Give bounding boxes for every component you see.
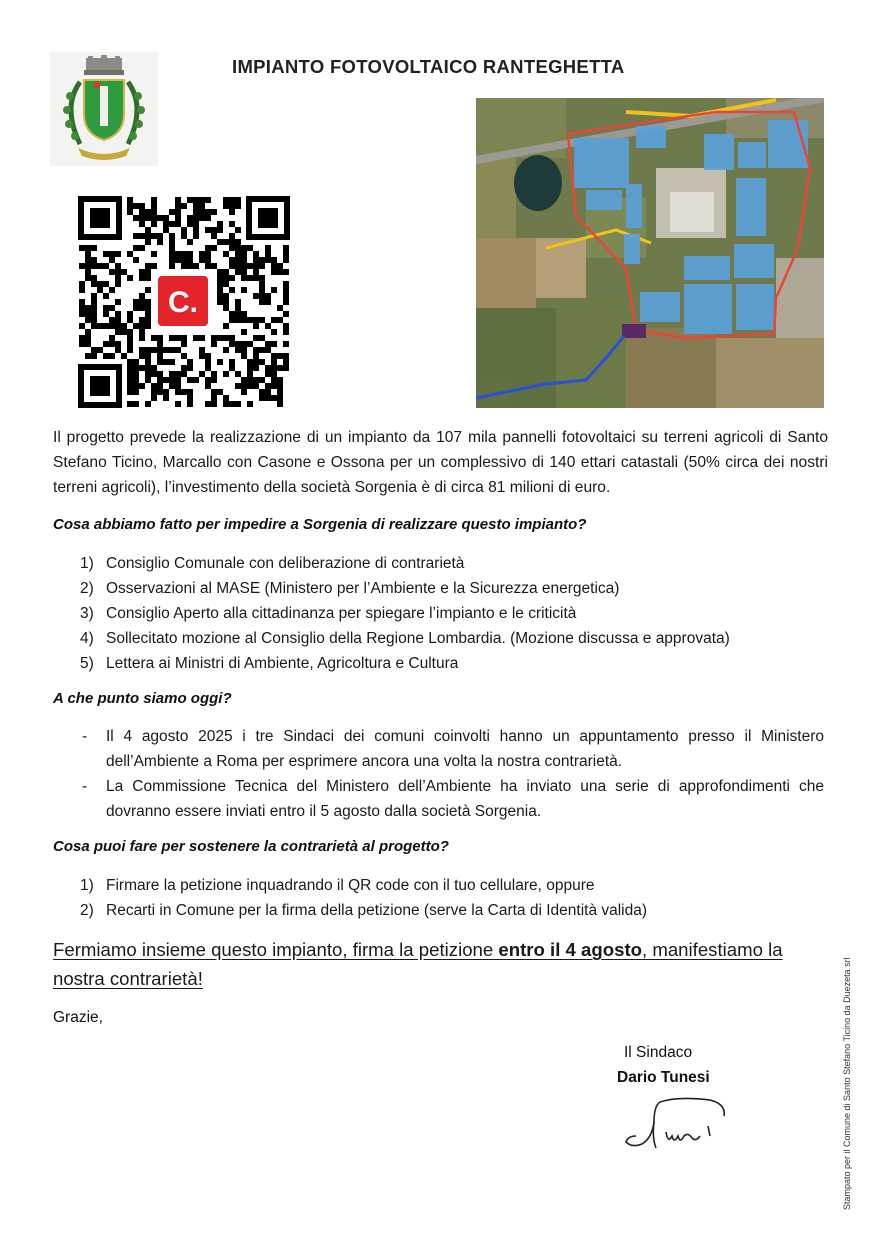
section-question-2: A che punto siamo oggi? xyxy=(53,690,232,707)
list-item: 5) Lettera ai Ministri di Ambiente, Agricoltura e Cultura xyxy=(80,655,459,672)
list-item: 4) Sollecitato mozione al Consiglio della Regione Lombardia. (Mozione discussa e approvata) xyxy=(80,630,730,647)
call-to-action: Fermiamo insieme questo impianto, firma la petizione entro il 4 agosto, manifestiamo la nostra contrarietà! xyxy=(53,939,783,989)
status-list xyxy=(53,724,828,824)
list-item: - La Commissione Tecnica del Ministero dell’Ambiente ha inviato una serie di approfondimenti che dovranno essere inviati entro il 5 agosto dalla società Sorgenia. xyxy=(82,778,824,820)
list-item: 2) Recarti in Comune per la firma della petizione (serve la Carta di Identità valida) xyxy=(80,902,648,919)
list-item: 2) Osservazioni al MASE (Ministero per l’Ambiente e la Sicurezza energetica) xyxy=(80,580,620,597)
list-item: - Il 4 agosto 2025 i tre Sindaci dei comuni coinvolti hanno un appuntamento presso il Ministero dell’Ambiente a Roma per esprimere ancora una volta la nostra contrarietà. xyxy=(82,728,824,770)
handwritten-signature xyxy=(618,1092,733,1154)
signatory-role: Il Sindaco xyxy=(624,1044,693,1061)
page-title: IMPIANTO FOTOVOLTAICO RANTEGHETTA xyxy=(232,56,625,77)
support-list xyxy=(53,873,828,923)
intro-paragraph: Il progetto prevede la realizzazione di un impianto da 107 mila pannelli fotovoltaici su terreni agricoli di Santo Stefano Ticino, Marcallo con Casone e Ossona per un complessivo di 140 ettari catastali (50% circa dei nostri terreni agricoli), l’investimento della società Sorgenia è di circa 81 milioni di euro. xyxy=(53,429,828,496)
actions-list xyxy=(53,551,828,676)
svg-text:C.: C. xyxy=(168,286,198,319)
signatory-name: Dario Tunesi xyxy=(617,1069,710,1086)
municipal-crest-logo xyxy=(50,52,158,166)
list-item: 1) Consiglio Comunale con deliberazione di contrarietà xyxy=(80,555,465,572)
qr-logo-icon xyxy=(154,272,210,328)
list-item: 1) Firmare la petizione inquadrando il QR code con il tuo cellulare, oppure xyxy=(80,877,595,894)
closing-thanks: Grazie, xyxy=(53,1009,103,1026)
petition-qr-code[interactable] xyxy=(78,196,290,408)
list-item: 3) Consiglio Aperto alla cittadinanza per spiegare l’impianto e le criticità xyxy=(80,605,577,622)
printer-credit: Stampato per il Comune di Santo Stefano Ticino da Duezeta srl xyxy=(842,957,852,1210)
section-question-3: Cosa puoi fare per sostenere la contrarietà al progetto? xyxy=(53,838,449,855)
section-question-1: Cosa abbiamo fatto per impedire a Sorgenia di realizzare questo impianto? xyxy=(53,516,587,533)
aerial-map-image xyxy=(476,98,824,408)
